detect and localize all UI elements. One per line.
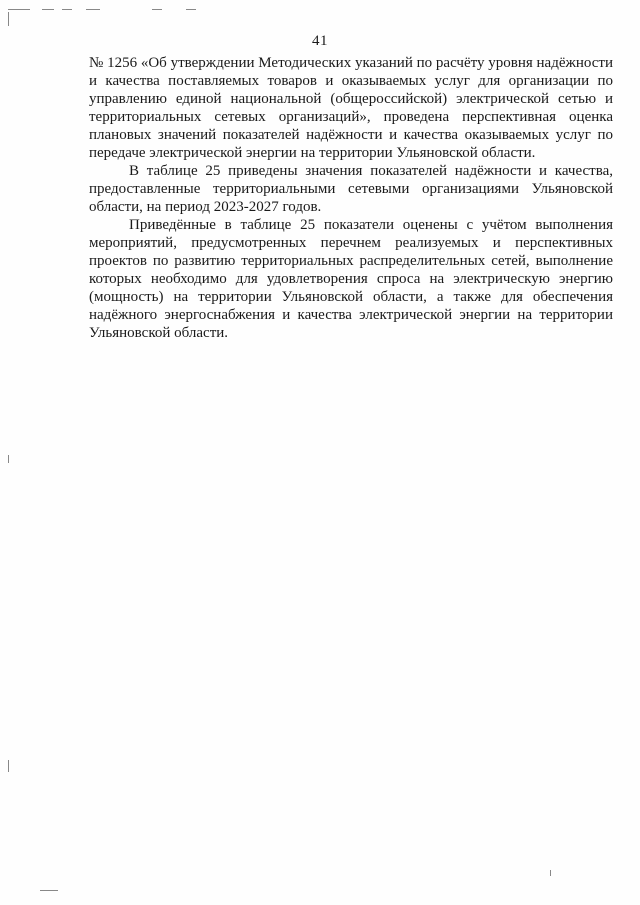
scan-mark-top [152, 9, 162, 10]
scan-mark-side [8, 12, 9, 26]
scan-mark-top [86, 9, 100, 10]
scan-mark-side [8, 455, 9, 463]
scan-mark-top [42, 9, 54, 10]
scan-mark-bottom [40, 890, 58, 891]
scan-mark-top [186, 9, 196, 10]
body-text [89, 54, 613, 342]
paragraph-assessment: Приведённые в таблице 25 показатели оценены с учётом выполнения мероприятий, предусмотренных перечнем реализуемых и перспективных проектов по развитию территориальных распределительных сетей, выполнение которых необходимо для удовлетворения спроса на электрическую энергию (мощность) на территории Ульяновской области, а также для обеспечения надёжного энергоснабжения и качества электрической энергии на территории Ульяновской области. [89, 217, 613, 341]
paragraph-table-reference: В таблице 25 приведены значения показателей надёжности и качества, предоставленные территориальными сетевыми организациями Ульяновской области, на период 2023-2027 годов. [89, 163, 613, 215]
scan-mark-bottom [550, 870, 551, 876]
scan-mark-side [8, 760, 9, 772]
page-number: 41 [312, 33, 328, 49]
scan-mark-top [8, 9, 30, 10]
paragraph-continuation: № 1256 «Об утверждении Методических указаний по расчёту уровня надёжности и качества поставляемых товаров и оказываемых услуг для организации по управлению единой национальной (общероссийской) электрической сетью и территориальных сетевых организаций», проведена перспективная оценка плановых значений показателей надёжности и качества оказываемых услуг по передаче электрической энергии на территории Ульяновской области. [89, 55, 613, 161]
scan-mark-top [62, 9, 72, 10]
